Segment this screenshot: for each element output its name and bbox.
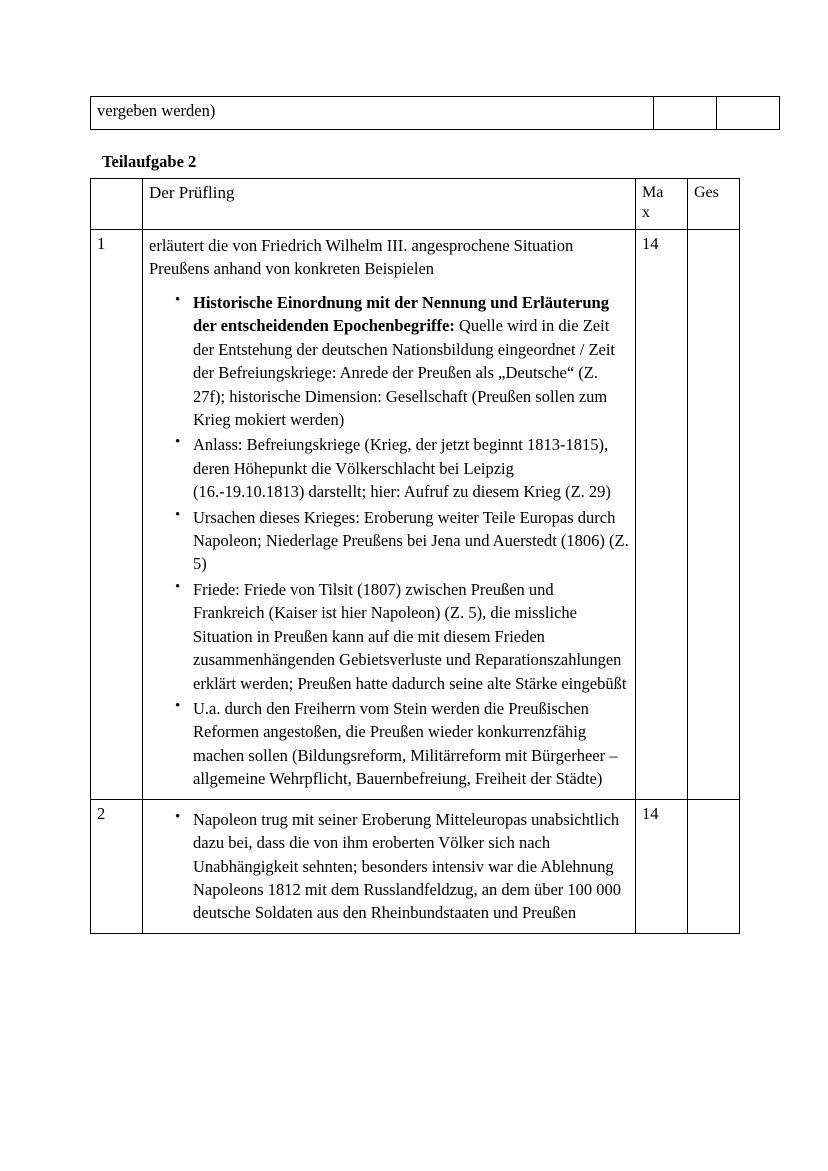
table-row [91,799,740,933]
header-max [635,179,687,230]
bullet-text: Anlass: Befreiungskriege (Krieg, der jetzt beginnt 1813-1815), deren Höhepunkt die Völkerschlacht bei Leipzig (16.-19.10.1813) darstellt; hier: Aufruf zu diesem Krieg (Z. 29) [193,435,611,502]
criteria-table [90,178,740,934]
header-number [91,179,143,230]
header-total: Ges [687,179,739,230]
bullet-bold-lead: Historische Einordnung mit der Nennung und Erläuterung der entscheidenden Epochenbegriffe: [193,292,609,336]
list-item [175,291,629,432]
table-row [91,230,740,800]
row-max: 14 [635,230,687,800]
list-item [175,506,629,576]
header-max-line2: x [641,204,650,221]
header-max-line1: Ma [641,184,664,201]
section-title: Teilaufgabe 2 [102,152,197,171]
row-number: 2 [91,799,143,933]
row-number: 1 [91,230,143,800]
row-total [687,230,739,800]
list-item [175,578,629,695]
top-row-ges-cell [717,97,780,130]
list-item [175,808,629,925]
top-row-text: vergeben werden) [91,97,654,130]
header-criteria: Der Prüfling [143,179,636,230]
bullet-list [149,291,629,791]
list-item [175,697,629,791]
row-criteria [143,799,636,933]
table-header-row [91,179,740,230]
row-total [687,799,739,933]
list-item [175,433,629,503]
row-intro: erläutert die von Friedrich Wilhelm III. angesprochene Situation Preußens anhand von konkreten Beispielen [149,236,574,279]
bullet-list [149,808,629,925]
table-row [91,97,780,130]
bullet-text: U.a. durch den Freiherrn vom Stein werden die Preußischen Reformen angestoßen, die Preußen wieder konkurrenzfähig machen sollen (Bildungsreform, Militärreform mit Bürgerheer – allgemeine Wehrpflicht, Bauernbefreiung, Freiheit der Städte) [193,699,618,789]
bullet-text: Quelle wird in die Zeit der Entstehung der deutschen Nationsbildung eingeordnet / Zeit der Befreiungskriege: Anrede der Preußen als „Deutsche“ (Z. 27f); historische Dimension: Gesellschaft (Preußen sollen zum Krieg mokiert werden) [193,316,616,429]
top-row-max-cell [654,97,717,130]
bullet-text: Friede: Friede von Tilsit (1807) zwischen Preußen und Frankreich (Kaiser ist hier Napoleon) (Z. 5), die missliche Situation in Preußen kann auf die mit diesem Frieden zusammenhängenden Gebietsverluste und Reparationszahlungen erklärt werden; Preußen hatte dadurch seine alte Stärke eingebüßt [193,579,627,693]
bullet-text: Napoleon trug mit seiner Eroberung Mitteleuropas unabsichtlich dazu bei, dass die von ihm eroberten Völker sich nach Unabhängigkeit sehnten; besonders intensiv war die Ablehnung Napoleons 1812 mit dem Russlandfeldzug, an dem über 100 000 deutsche Soldaten aus den Rheinbundstaaten und Preußen [193,809,622,923]
top-partial-table [90,96,780,130]
bullet-text: Ursachen dieses Krieges: Eroberung weiter Teile Europas durch Napoleon; Niederlage Preußens bei Jena und Auerstedt (1806) (Z. 5) [193,507,629,574]
row-criteria [143,230,636,800]
document-content [90,96,740,934]
row-max: 14 [635,799,687,933]
